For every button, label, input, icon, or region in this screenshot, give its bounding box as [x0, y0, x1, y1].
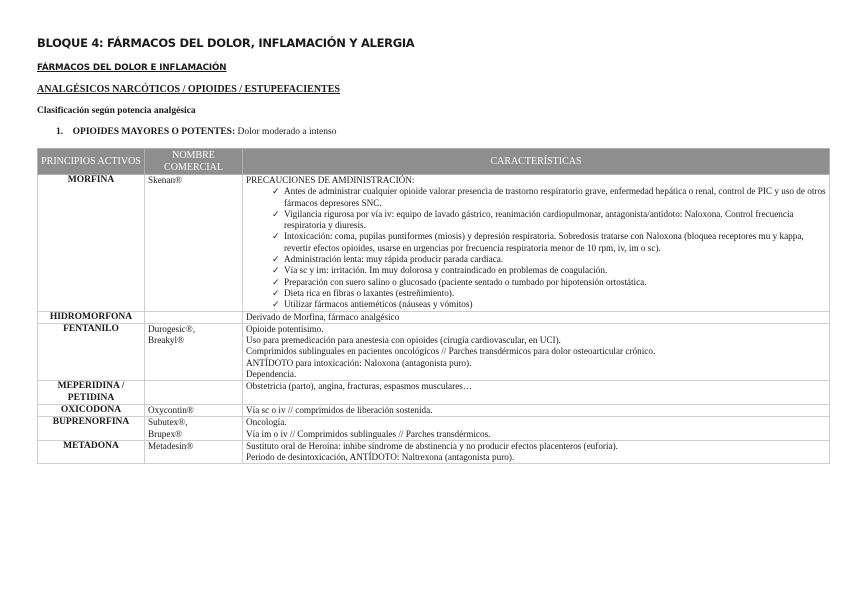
nombre-line: Breakyl®: [148, 335, 185, 346]
table-row: [38, 311, 830, 323]
principio-cell: METADONA: [38, 440, 145, 464]
nombre-cell: [145, 417, 243, 441]
table-row: [38, 404, 830, 416]
column-header-principios: PRINCIPIOS ACTIVOS: [38, 149, 145, 175]
check-icon: ✓: [272, 208, 280, 219]
list-item: ✓ Utilizar fármacos antieméticos (náuseas y vómitos): [272, 299, 473, 310]
list-item: ✓ Preparación con suero salino o glucosado (paciente sentado o tumbado por hipotensión ortostática.: [272, 276, 647, 287]
precautions-intro: PRECAUCIONES DE AMDINISTRACIÓN:: [246, 175, 415, 185]
caracteristicas-cell: [243, 175, 830, 312]
list-item: ✓ Administración lenta: muy rápida producir parada cardiaca.: [272, 254, 504, 265]
principio-cell: OXICODONA: [38, 404, 145, 416]
principio-cell: MORFINA: [38, 175, 145, 312]
table-row: [38, 323, 830, 380]
check-icon: ✓: [272, 231, 280, 242]
list-heading: [56, 127, 336, 137]
nombre-cell: [145, 381, 243, 405]
check-icon: ✓: [272, 299, 280, 310]
caracteristicas-cell: Sustituto oral de Heroína: inhibe síndrome de abstinencia y no producir efectos placenteros (euforia). Periodo de desintoxicación, ANTÍDOTO: Naltrexona (antagonista puro).: [243, 440, 830, 464]
nombre-cell: [145, 404, 243, 416]
column-header-nombre: NOMBRE COMERCIAL: [145, 149, 243, 175]
principio-cell: MEPERIDINA / PETIDINA: [38, 381, 145, 405]
principio-cell: FENTANILO: [38, 323, 145, 380]
list-item: ✓ Vía sc y im: irritación. Im muy dolorosa y contraindicado en problemas de coagulación.: [272, 265, 608, 276]
block-title: BLOQUE 4: FÁRMACOS DEL DOLOR, INFLAMACIÓN Y ALERGIA: [37, 36, 415, 50]
check-icon: ✓: [272, 186, 280, 197]
list-heading-bold: OPIOIDES MAYORES O POTENTES:: [72, 127, 236, 137]
list-item: ✓ Intoxicación: coma, pupilas puntiformes (miosis) y depresión respiratoria. Sobredosis tratarse con Naloxona (bloquea receptores mu y kappa, revertir efectos opioides, usarse en urgencias por frecuencia respiratoria menor de 10 rpm, iv, im o sc).: [272, 231, 804, 253]
precautions-list: [246, 186, 826, 310]
column-header-caracteristicas: CARACTERÍSTICAS: [243, 149, 830, 175]
nombre-cell: [145, 440, 243, 464]
principio-cell: HIDROMORFONA: [38, 311, 145, 323]
list-item: ✓ Antes de administrar cualquier opioide valorar presencia de trastorno respiratorio grave, enfermedad hepática o renal, control de PIC y uso de otros fármacos depresores SNC.: [272, 186, 826, 208]
nombre-line: Subutex®,: [148, 417, 188, 428]
caracteristicas-cell: Derivado de Morfina, fármaco analgésico: [243, 311, 830, 323]
nombre-cell: [145, 311, 243, 323]
table-row: [38, 381, 830, 405]
list-item: ✓ Vigilancia rigurosa por vía iv: equipo de lavado gástrico, reanimación cardiopulmonar, antagonista/antídoto: Naloxona. Control frecuencia respiratoria y diuresis.: [272, 208, 794, 231]
table-row: [38, 175, 830, 312]
caracteristicas-cell: Obstetricia (parto), angina, fracturas, espasmos musculares…: [243, 381, 830, 405]
nombre-line: Durogesic®,: [148, 323, 196, 334]
table-row: [38, 417, 830, 441]
caracteristicas-cell: Opioide potentísimo. Uso para premedicación para anestesia con opioides (cirugía cardiovascular, en UCI). Comprimidos sublinguales en pacientes oncológicos // Parches transdérmicos para dolor osteoarticular crónico. ANTÍDOTO para intoxicación: Naloxona (antagonista puro). Dependencia.: [243, 323, 830, 380]
check-icon: ✓: [272, 287, 280, 298]
nombre-line: Skenan®: [148, 175, 183, 185]
caracteristicas-cell: Oncología. Vía im o iv // Comprimidos sublinguales // Parches transdérmicos.: [243, 417, 830, 441]
check-icon: ✓: [272, 276, 280, 287]
classification-heading: Clasificación según potencia analgésica: [37, 106, 196, 116]
check-icon: ✓: [272, 254, 280, 265]
subsection-title: ANALGÉSICOS NARCÓTICOS / OPIOIDES / ESTUPEFACIENTES: [37, 84, 340, 95]
list-item: ✓ Dieta rica en fibras o laxantes (estreñimiento).: [272, 287, 455, 298]
list-number: 1.: [56, 127, 64, 137]
principio-cell: BUPRENORFINA: [38, 417, 145, 441]
table-row: [38, 440, 830, 464]
nombre-line: Brupex®: [148, 428, 183, 439]
caracteristicas-cell: Vía sc o iv // comprimidos de liberación sostenida.: [243, 404, 830, 416]
nombre-cell: [145, 175, 243, 312]
table-header-row: [38, 149, 830, 175]
nombre-line: Metadesin®: [148, 440, 194, 451]
nombre-line: Oxycontin®: [148, 404, 194, 415]
list-heading-rest: Dolor moderado a intenso: [235, 127, 337, 137]
nombre-cell: [145, 323, 243, 380]
check-icon: ✓: [272, 265, 280, 276]
drug-table: [37, 148, 830, 464]
section-title: FÁRMACOS DEL DOLOR E INFLAMACIÓN: [37, 63, 227, 73]
